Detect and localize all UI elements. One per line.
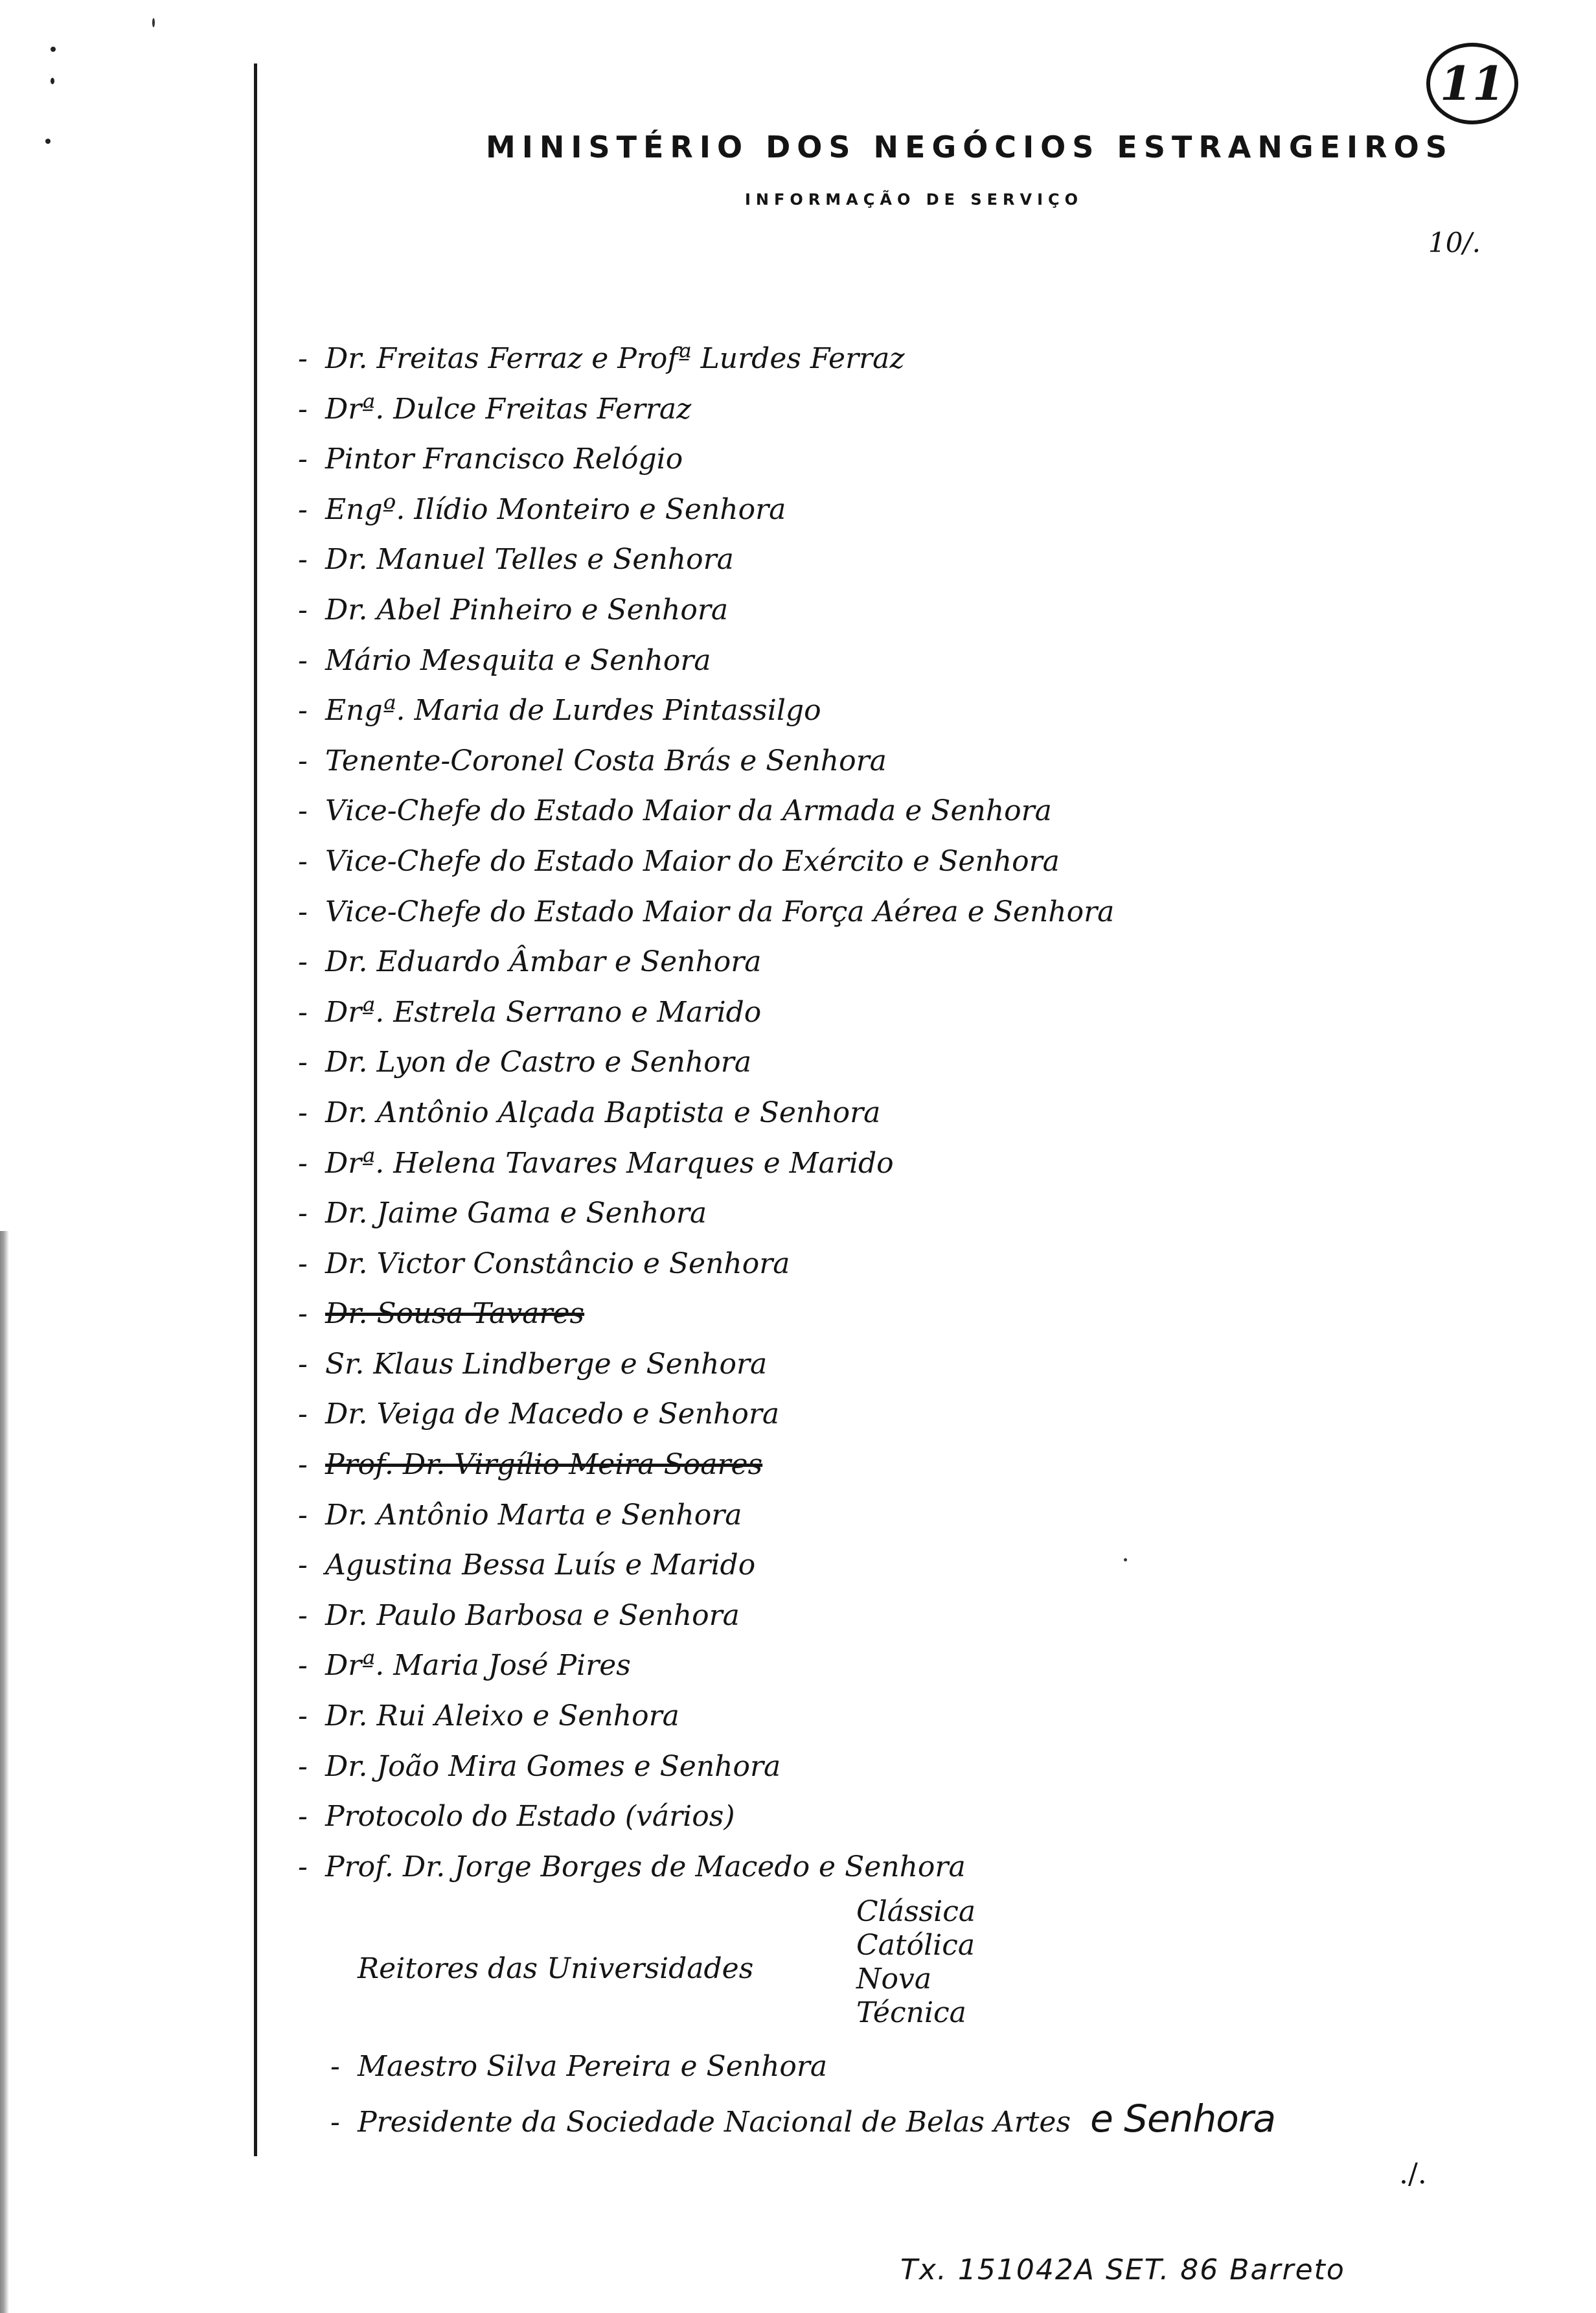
guest-entry (298, 887, 1529, 938)
guest-entry (298, 736, 1529, 787)
guest-entry (298, 1037, 1529, 1088)
guest-entry (298, 685, 1529, 736)
closing-guest-list (330, 2041, 1275, 2145)
entry-dash: - (298, 342, 308, 375)
guest-entry (298, 334, 1529, 384)
entry-dash: - (298, 844, 308, 878)
guest-entry (298, 836, 1529, 887)
guest-entry-text: Agustina Bessa Luís e Marido (325, 1548, 756, 1582)
guest-entry (298, 1591, 1529, 1641)
guest-entry (298, 1339, 1529, 1390)
scan-speck (152, 18, 155, 27)
guest-entry (298, 937, 1529, 987)
guest-entry (298, 1389, 1529, 1440)
handwritten-footer-note: Tx. 151042A SET. 86 Barreto (900, 2253, 1345, 2286)
entry-dash: - (298, 1297, 308, 1331)
left-margin-rule (254, 63, 257, 2156)
entry-dash: - (298, 1850, 308, 1883)
guest-entry-text: Dr. Lyon de Castro e Senhora (325, 1046, 752, 1079)
entry-dash: - (298, 1096, 308, 1129)
service-info-subtitle: INFORMAÇÃO DE SERVIÇO (745, 190, 1084, 209)
guest-entry-text: Vice-Chefe do Estado Maior da Força Aérea e Senhora (325, 895, 1115, 928)
guest-entry-text: Dr. Paulo Barbosa e Senhora (325, 1598, 740, 1632)
guest-entry (298, 434, 1529, 485)
guest-entry-text: Engª. Maria de Lurdes Pintassilgo (325, 694, 821, 728)
guest-entry (298, 1490, 1529, 1541)
guest-entry-text: Dr. Manuel Telles e Senhora (325, 543, 734, 577)
guest-entry-text: Dr. Sousa Tavares (325, 1297, 585, 1331)
guest-entry (298, 786, 1529, 836)
entry-dash: - (298, 1498, 308, 1532)
guest-entry (298, 1540, 1529, 1591)
entry-dash: - (298, 794, 308, 828)
guest-entry-text: Dr. Veiga de Macedo e Senhora (325, 1398, 780, 1431)
entry-dash: - (298, 1699, 308, 1733)
guest-entry (298, 636, 1529, 686)
guest-entry-text: Mário Mesquita e Senhora (325, 643, 711, 677)
entry-dash: - (298, 1398, 308, 1431)
guest-entry (330, 2093, 1275, 2145)
entry-dash: - (298, 1197, 308, 1230)
circled-page-stamp (1424, 40, 1521, 128)
entry-dash: - (330, 2106, 340, 2139)
guest-entry-text: Tenente-Coronel Costa Brás e Senhora (325, 744, 887, 777)
guest-entry-text: Pintor Francisco Relógio (325, 443, 683, 476)
guest-entry-text: Drª. Maria José Pires (325, 1649, 631, 1683)
guest-entry (298, 1239, 1529, 1289)
university-names (856, 1895, 975, 2030)
guest-entry (298, 1188, 1529, 1239)
university-name: Católica (856, 1929, 975, 1962)
entry-dash: - (298, 744, 308, 777)
entry-dash: - (298, 392, 308, 426)
guest-entry-text: Dr. Abel Pinheiro e Senhora (325, 593, 729, 627)
guest-entry-text: Dr. Antônio Alçada Baptista e Senhora (325, 1096, 881, 1129)
ministry-title: MINISTÉRIO DOS NEGÓCIOS ESTRANGEIROS (486, 130, 1454, 165)
entry-dash: - (298, 895, 308, 928)
guest-entry-text: Drª. Helena Tavares Marques e Marido (325, 1146, 894, 1180)
guest-entry (298, 1088, 1529, 1138)
entry-dash: - (298, 1046, 308, 1079)
entry-dash: - (298, 593, 308, 627)
guest-entry (298, 1791, 1529, 1842)
scan-speck (45, 139, 51, 144)
page-number: 10/. (1428, 227, 1481, 259)
guest-entry-text: Dr. Eduardo Âmbar e Senhora (325, 945, 762, 979)
guest-entry-text: Sr. Klaus Lindberge e Senhora (325, 1347, 768, 1381)
entry-dash: - (298, 1448, 308, 1482)
stamp-circle-icon (1424, 40, 1521, 128)
guest-entry-text: Dr. Rui Aleixo e Senhora (325, 1699, 679, 1733)
university-rectors-label: Reitores das Universidades (358, 1952, 754, 1985)
guest-entry (298, 1691, 1529, 1742)
guest-entry (298, 1138, 1529, 1189)
guest-entry-text: Maestro Silva Pereira e Senhora (358, 2050, 828, 2083)
university-name: Nova (856, 1962, 932, 1996)
guest-entry-text: Drª. Dulce Freitas Ferraz (325, 392, 692, 426)
entry-dash: - (298, 1146, 308, 1180)
guest-entry-struck (298, 1289, 1529, 1339)
entry-dash: - (298, 443, 308, 476)
scan-speck (51, 47, 56, 52)
entry-dash: - (298, 543, 308, 577)
guest-entry (298, 535, 1529, 585)
entry-dash: - (298, 945, 308, 979)
guest-entry (330, 2041, 1275, 2093)
entry-dash: - (298, 1548, 308, 1582)
guest-entry-text: Dr. João Mira Gomes e Senhora (325, 1749, 781, 1783)
entry-dash: - (330, 2050, 340, 2083)
guest-entry (298, 384, 1529, 435)
entry-dash: - (298, 694, 308, 728)
guest-entry-struck (298, 1440, 1529, 1490)
guest-entry-text: Drª. Estrela Serrano e Marido (325, 995, 762, 1029)
continuation-mark: ./. (1399, 2158, 1427, 2191)
entry-dash: - (298, 1649, 308, 1683)
scan-speck (51, 78, 54, 84)
guest-entry (298, 485, 1529, 535)
guest-list (298, 334, 1529, 1892)
guest-entry (298, 585, 1529, 636)
entry-dash: - (298, 1347, 308, 1381)
guest-entry-text: Presidente da Sociedade Nacional de Belas Artes (358, 2106, 1071, 2139)
guest-entry-text: Engº. Ilídio Monteiro e Senhora (325, 492, 786, 526)
guest-entry (298, 987, 1529, 1038)
guest-entry-text: Prof. Dr. Virgílio Meira Soares (325, 1448, 763, 1482)
stamp-number: 11 (1439, 56, 1505, 111)
handwritten-addition: e Senhora (1090, 2097, 1276, 2141)
guest-entry-text: Vice-Chefe do Estado Maior do Exército e Senhora (325, 844, 1060, 878)
university-name: Técnica (856, 1996, 966, 2029)
guest-entry-text: Prof. Dr. Jorge Borges de Macedo e Senhora (325, 1850, 966, 1883)
university-name: Clássica (856, 1895, 976, 1928)
guest-entry-text: Dr. Freitas Ferraz e Profª Lurdes Ferraz (325, 342, 905, 375)
guest-entry (298, 1742, 1529, 1792)
guest-entry-text: Dr. Antônio Marta e Senhora (325, 1498, 742, 1532)
entry-dash: - (298, 643, 308, 677)
entry-dash: - (298, 492, 308, 526)
guest-entry (298, 1842, 1529, 1893)
entry-dash: - (298, 995, 308, 1029)
guest-entry-text: Protocolo do Estado (vários) (325, 1800, 735, 1834)
entry-dash: - (298, 1598, 308, 1632)
guest-entry (298, 1640, 1529, 1691)
entry-dash: - (298, 1749, 308, 1783)
guest-entry-text: Vice-Chefe do Estado Maior da Armada e Senhora (325, 794, 1052, 828)
entry-dash: - (298, 1800, 308, 1834)
guest-entry-text: Dr. Jaime Gama e Senhora (325, 1197, 707, 1230)
scan-edge-shadow (0, 1231, 9, 2313)
entry-dash: - (298, 1247, 308, 1280)
guest-entry-text: Dr. Victor Constâncio e Senhora (325, 1247, 790, 1280)
